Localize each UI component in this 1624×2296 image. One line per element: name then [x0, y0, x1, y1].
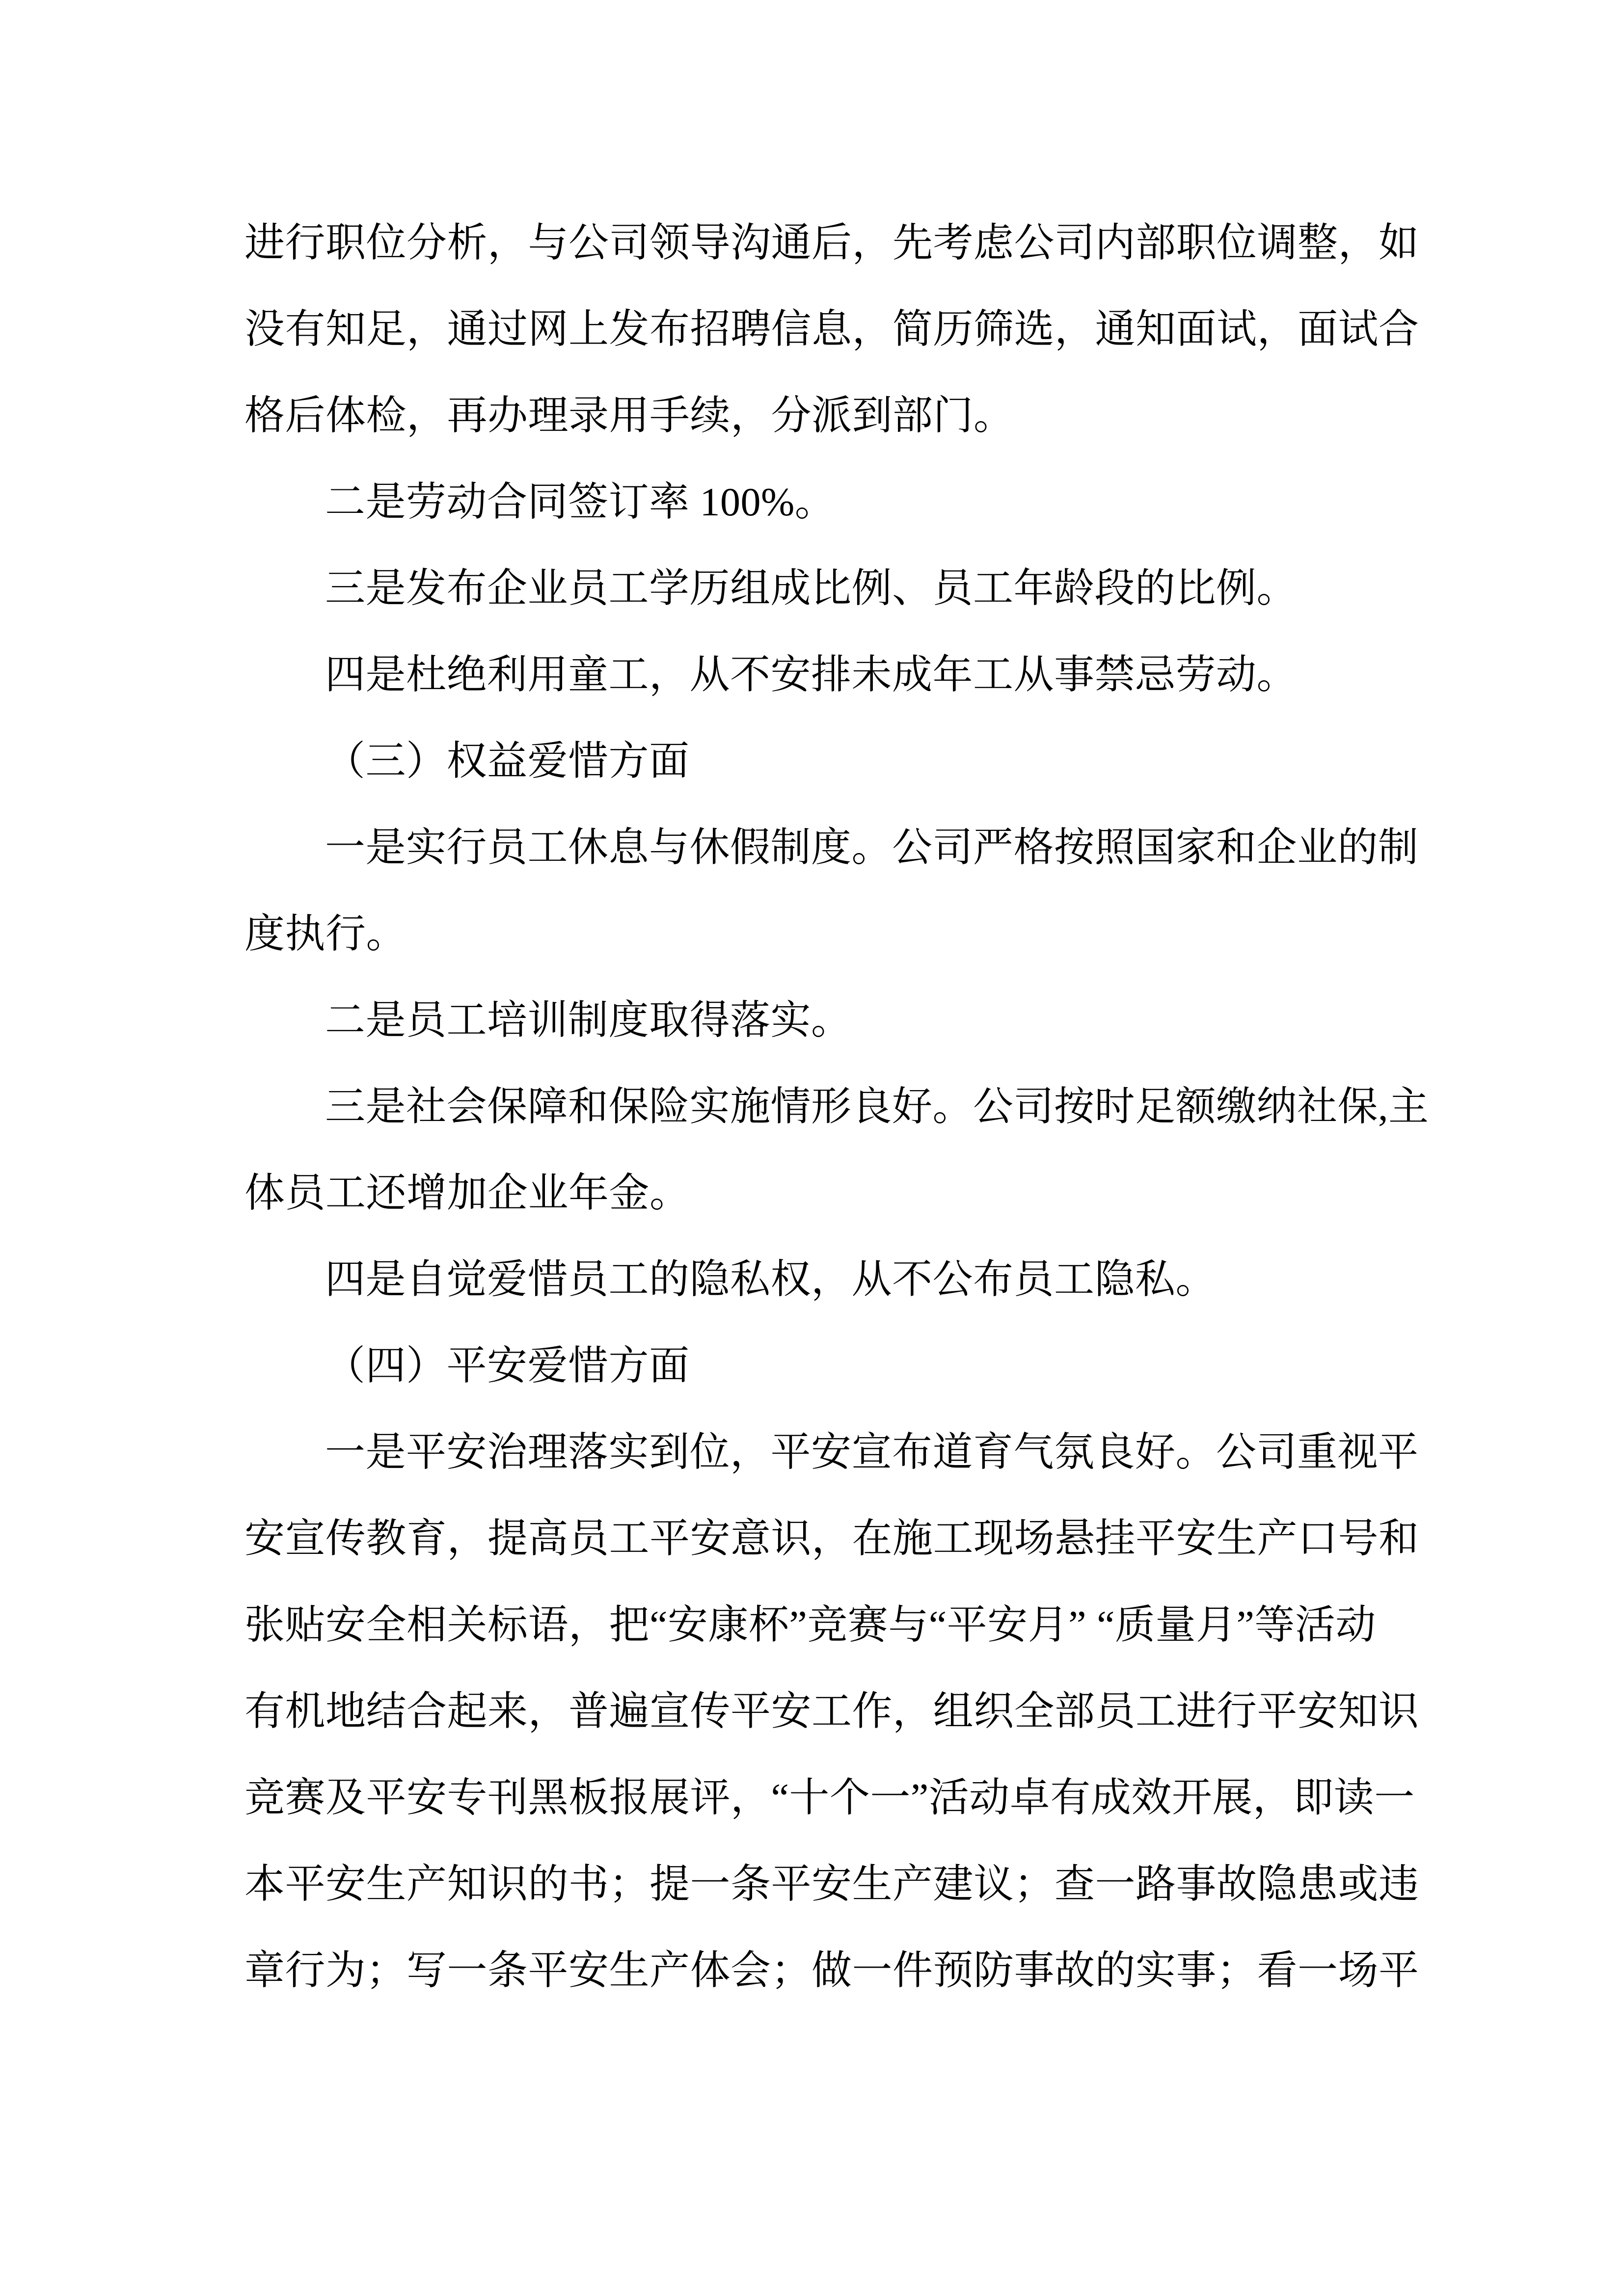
text-line: 安宣传教育，提高员工平安意识，在施工现场悬挂平安生产口号和 — [244, 1516, 1419, 1561]
text-line: 没有知足，通过网上发布招聘信息，简历筛选，通知面试，面试合 — [244, 307, 1419, 351]
text-line: 章行为；写一条平安生产体会；做一件预防事故的实事；看一场平 — [244, 1948, 1419, 1993]
text-line: 度执行。 — [244, 911, 407, 956]
text-line: 格后体检，再办理录用手续，分派到部门。 — [244, 393, 1014, 438]
text-line: 四是自觉爱惜员工的隐私权，从不公布员工隐私。 — [325, 1257, 1217, 1302]
text-line: 体员工还增加企业年金。 — [244, 1171, 690, 1215]
text-line: 二是员工培训制度取得落实。 — [325, 998, 852, 1042]
text-line: 本平安生产知识的书；提一条平安生产建议；查一路事故隐患或违 — [244, 1862, 1419, 1906]
text-line: 一是实行员工休息与休假制度。公司严格按照国家和企业的制 — [325, 825, 1419, 870]
text-line: 张贴安全相关标语，把“安康杯”竞赛与“平安月” “质量月”等活动 — [244, 1602, 1376, 1647]
text-line: 三是发布企业员工学历组成比例、员工年龄段的比例。 — [325, 566, 1298, 611]
text-line: 四是杜绝利用童工，从不安排未成年工从事禁忌劳动。 — [325, 652, 1298, 697]
text-line: 三是社会保障和保险实施情形良好。公司按时足额缴纳社保,主 — [325, 1084, 1429, 1129]
text-line: 有机地结合起来，普遍宣传平安工作，组织全部员工进行平安知识 — [244, 1689, 1419, 1734]
text-line: 竞赛及平安专刊黑板报展评，“十个一”活动卓有成效开展，即读一 — [244, 1775, 1415, 1820]
text-line: （三）权益爱惜方面 — [325, 739, 690, 783]
text-line: 二是劳动合同签订率 100%。 — [325, 480, 836, 524]
text-line: （四）平安爱惜方面 — [325, 1343, 690, 1388]
text-line: 一是平安治理落实到位，平安宣布道育气氛良好。公司重视平 — [325, 1430, 1419, 1474]
text-line: 进行职位分析，与公司领导沟通后，先考虑公司内部职位调整，如 — [244, 220, 1419, 265]
text-content — [244, 200, 1429, 2014]
